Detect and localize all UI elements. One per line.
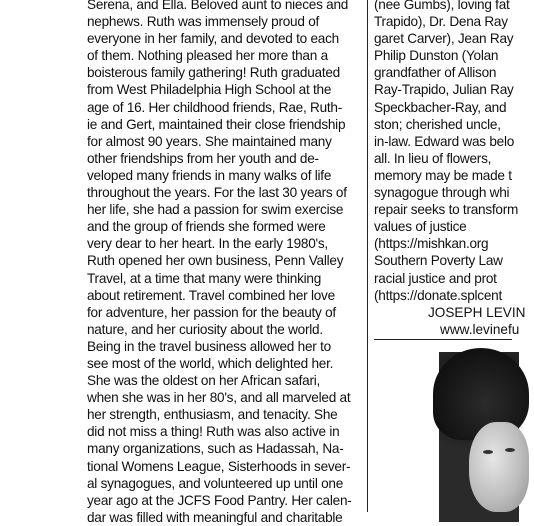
obituary-column-left	[87, 0, 357, 526]
text-line: when she was in her 80's, and all marveled at	[87, 390, 351, 406]
text-line: Trapido), Dr. Dena Ray	[374, 14, 508, 30]
text-line: for adventure, her passion for the beauty of	[87, 304, 336, 320]
text-line: everyone in her family, and devoted to each	[87, 31, 339, 47]
text-line: of them. Nothing pleased her more than a	[87, 48, 328, 64]
section-divider	[374, 339, 512, 340]
obituary-column-right	[374, 0, 534, 338]
text-line: and the group of friends she formed were	[87, 219, 326, 235]
text-line: for almost 90 years. She maintained many	[87, 133, 332, 149]
text-line: all. In lieu of flowers,	[374, 150, 492, 166]
text-line: year ago at the JCFS Food Pantry. Her calen-	[87, 492, 352, 508]
portrait-photo	[439, 352, 519, 522]
text-line: her life, she had a passion for swim exercise	[87, 202, 344, 218]
text-line: Travel, at a time that many were thinking	[87, 270, 322, 286]
text-line: Ruth opened her own business, Penn Valley	[87, 253, 344, 269]
text-line: garet Carver), Jean Ray	[374, 31, 514, 47]
text-line: Being in the travel business allowed her to	[87, 338, 331, 354]
text-line: grandfather of Allison	[374, 65, 497, 81]
text-line: (nee Gumbs), loving fat	[374, 0, 510, 12]
text-line: Serena, and Ella. Beloved aunt to nieces and	[87, 0, 349, 12]
text-line: nature, and her curiosity about the world.	[87, 321, 323, 337]
text-line: other friendships from her youth and de-	[87, 150, 319, 166]
text-line: in-law. Edward was belo	[374, 133, 515, 149]
text-line: racial justice and prot	[374, 270, 497, 286]
text-line: age of 16. Her childhood friends, Rae, Ruth-	[87, 99, 342, 115]
text-line: did not miss a thing! Ruth was also active in	[87, 424, 340, 440]
text-line: ie and Gert, maintained their close friendship	[87, 116, 346, 132]
portrait-eye	[483, 450, 493, 454]
text-line: (https://mishkan.org	[374, 236, 489, 252]
text-line: Speckbacher-Ray, and	[374, 99, 507, 115]
text-line: values of justice	[374, 219, 467, 235]
text-line: ston; cherished uncle,	[374, 116, 501, 132]
text-line: from West Philadelphia High School at the	[87, 82, 332, 98]
text-line: Southern Poverty Law	[374, 253, 503, 269]
portrait-face	[469, 422, 529, 512]
text-line: synagogue through whi	[374, 185, 510, 201]
text-line: veloped many friends in many walks of life	[87, 167, 332, 183]
text-line: boisterous family gathering! Ruth graduated	[87, 65, 340, 81]
text-line: repair seeks to transform	[374, 202, 519, 218]
text-line: al synagogues, and volunteered up until one	[87, 475, 344, 491]
text-line: tional Womens League, Sisterhoods in sever-	[87, 458, 351, 474]
funeral-home-signature: JOSEPH LEVIN	[428, 304, 526, 320]
text-line: Philip Dunston (Yolan	[374, 48, 499, 64]
text-line: her strength, enthusiasm, and tenacity. She	[87, 407, 338, 423]
text-line: throughout the years. For the last 30 years of	[87, 185, 347, 201]
text-line: Ray-Trapido, Julian Ray	[374, 82, 514, 98]
text-line: many organizations, such as Hadassah, Na-	[87, 441, 344, 457]
text-line: see most of the world, which delighted her.	[87, 355, 334, 371]
funeral-home-website: www.levinefu	[440, 321, 520, 337]
text-line: dar was filled with meaningful and charitable	[87, 509, 343, 525]
text-line: about retirement. Travel combined her love	[87, 287, 335, 303]
text-line: She was the oldest on her African safari,	[87, 373, 321, 389]
text-line: nephews. Ruth was immensely proud of	[87, 14, 320, 30]
text-line: very dear to her heart. In the early 1980's,	[87, 236, 328, 252]
portrait-eye	[505, 448, 515, 452]
column-divider	[367, 0, 368, 512]
text-line: (https://donate.splcent	[374, 287, 503, 303]
text-line: memory may be made t	[374, 167, 512, 183]
